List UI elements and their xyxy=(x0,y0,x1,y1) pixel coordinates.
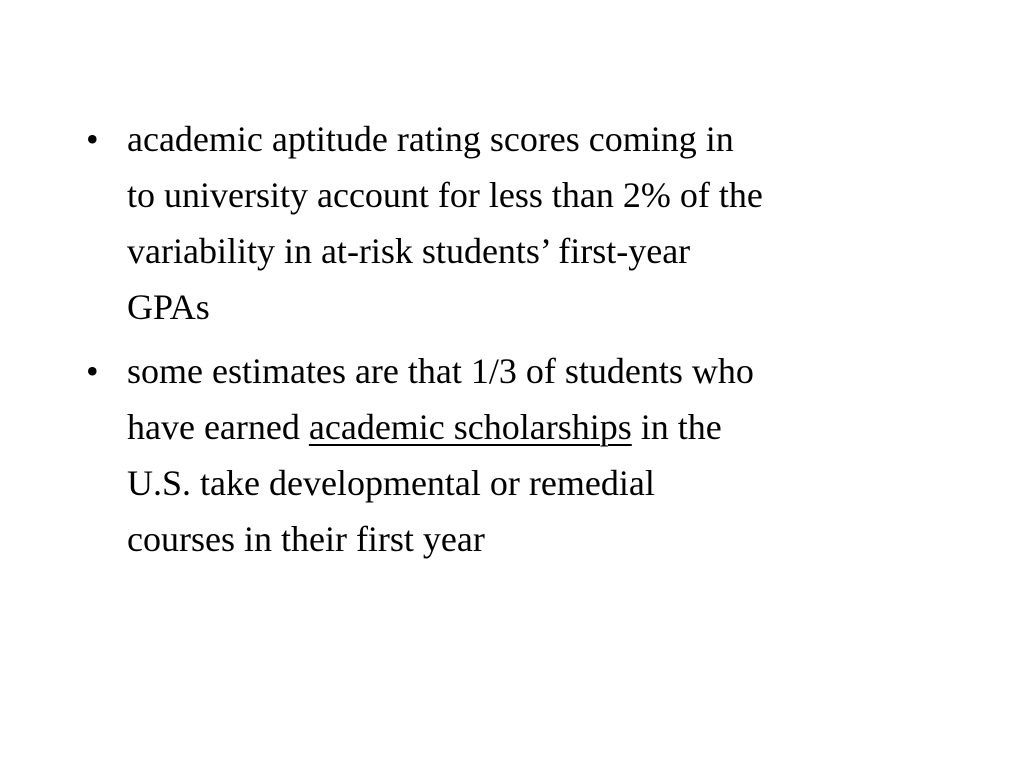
bullet-list xyxy=(86,111,946,575)
bullet-2-line-2 xyxy=(127,399,946,455)
bullet-item-aptitude-scores xyxy=(86,111,946,335)
bullet-2-line-3: U.S. take developmental or remedial xyxy=(127,463,655,503)
bullet-2-line-4: courses in their first year xyxy=(127,519,485,559)
bullet-item-scholarships xyxy=(86,343,946,567)
bullet-point-icon: • xyxy=(86,119,99,159)
bullet-1-line-2: to university account for less than 2% of the xyxy=(127,175,763,215)
bullet-1-line-4: GPAs xyxy=(127,287,210,327)
bullet-2-line-2-before: have earned xyxy=(127,407,309,447)
academic-scholarships-link[interactable]: academic scholarships xyxy=(308,407,632,447)
bullet-2-line-2-after: in the xyxy=(631,407,722,447)
bullet-1-line-3: variability in at-risk students’ first-year xyxy=(127,231,691,271)
bullet-2-line-1: some estimates are that 1/3 of students who xyxy=(127,351,754,391)
bullet-point-icon: • xyxy=(86,351,99,391)
bullet-1-line-1: academic aptitude rating scores coming in xyxy=(127,119,734,159)
